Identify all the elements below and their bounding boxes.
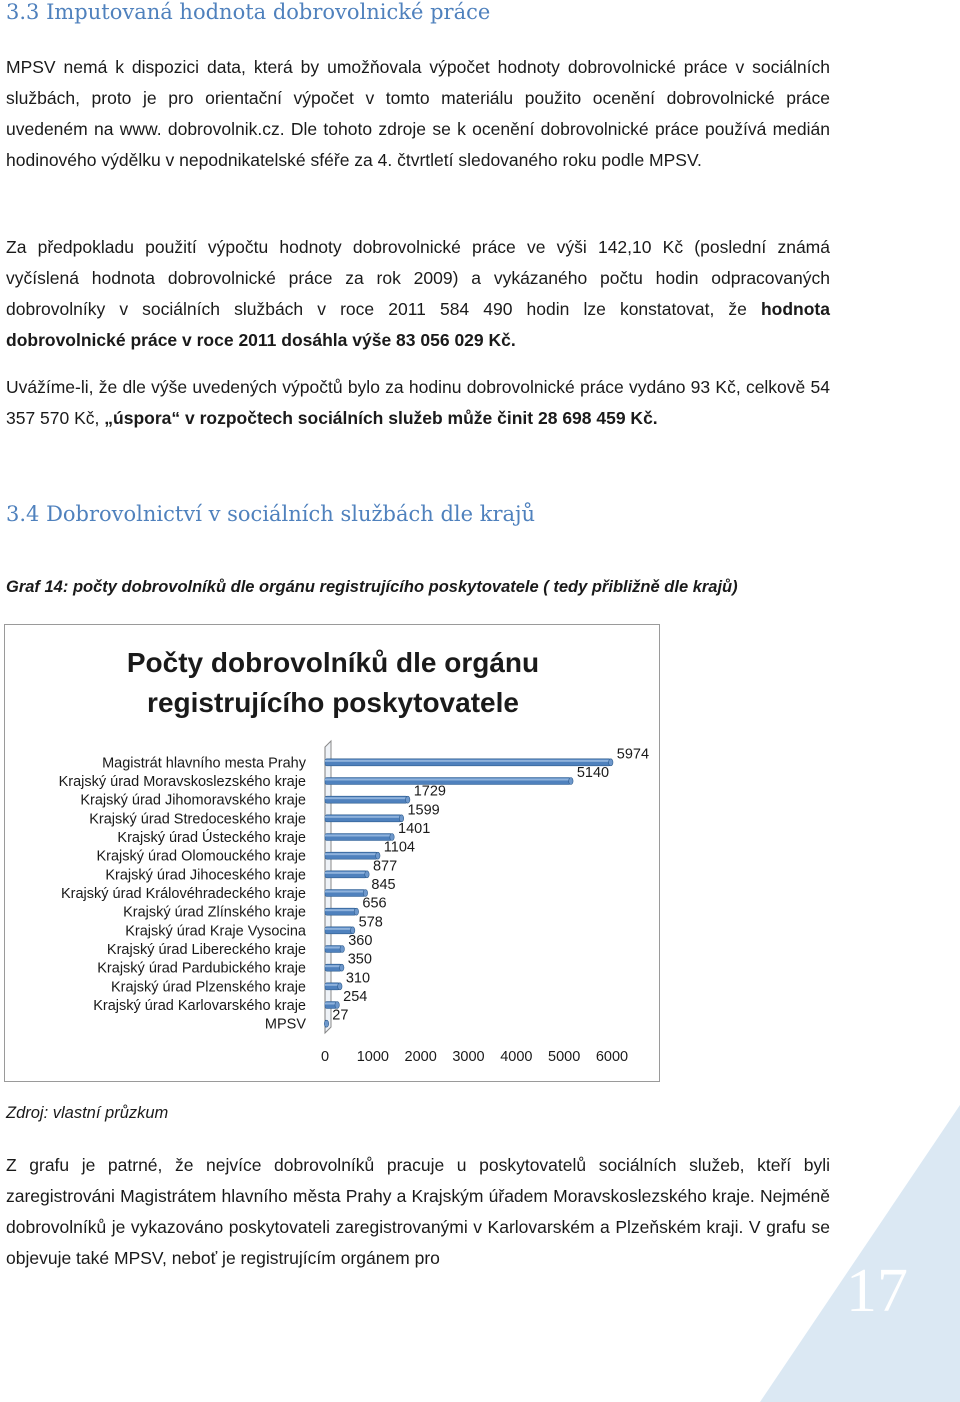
bar-cap xyxy=(324,1020,328,1027)
bar-highlight xyxy=(325,965,342,967)
value-label: 656 xyxy=(362,895,387,912)
bar-highlight xyxy=(325,891,365,893)
bar-highlight xyxy=(325,760,611,762)
page-corner-decoration xyxy=(760,1105,960,1402)
category-label: Krajský úrad Olomouckého kraje xyxy=(96,848,306,865)
value-label: 5140 xyxy=(576,765,610,781)
value-label: 1104 xyxy=(383,839,415,856)
value-label: 350 xyxy=(347,951,372,968)
page-corner-triangle xyxy=(760,1105,960,1402)
category-label: Krajský úrad Pardubického kraje xyxy=(97,960,306,977)
section-title-3-3: 3.3 Imputovaná hodnota dobrovolnické práce xyxy=(6,0,491,24)
bar-highlight xyxy=(325,928,353,930)
paragraph-calculation-text: Za předpokladu použití výpočtu hodnoty dobrovolnické práce ve výši 142,10 Kč (poslední známá vyčíslená hodnota dobrovolnické práce za rok 2009) a vykázaného počtu hodin odpracovaných dobrovolníky v sociálních službách v roce 2011 584 490 hodin lze konstatovat, že xyxy=(6,237,830,319)
chart-caption: Graf 14: počty dobrovolníků dle orgánu registrujícího poskytovatele ( tedy přibližně dle krajů) xyxy=(6,578,738,596)
category-label: Krajský úrad Královéhradeckého kraje xyxy=(60,886,306,902)
x-tick-label: 0 xyxy=(320,1049,330,1065)
value-label: 877 xyxy=(372,858,398,875)
value-label: 1401 xyxy=(398,821,431,837)
chart-container xyxy=(4,624,660,1082)
bar-cap xyxy=(340,946,344,953)
bar-highlight xyxy=(325,779,571,781)
bar-highlight xyxy=(325,797,408,799)
category-label: Krajský úrad Libereckého kraje xyxy=(106,942,306,958)
value-label: 1599 xyxy=(407,802,440,819)
category-label: Magistrát hlavního mesta Prahy xyxy=(102,755,306,772)
category-label: Krajský úrad Jihomoravského kraje xyxy=(80,792,306,809)
bar-cap xyxy=(338,983,342,990)
paragraph-savings-result: „úspora“ v rozpočtech sociálních služeb může činit 28 698 459 Kč. xyxy=(104,408,658,428)
x-tick-label: 1000 xyxy=(356,1049,389,1065)
bar-highlight xyxy=(325,947,342,949)
bar-highlight xyxy=(325,909,356,911)
paragraph-calculation-result: hodnota dobrovolnické práce v roce 2011 dosáhla výše 83 056 029 Kč. xyxy=(6,299,830,350)
x-tick-label: 5000 xyxy=(548,1049,581,1065)
bar-highlight xyxy=(325,816,401,818)
category-label: Krajský úrad Kraje Vysocina xyxy=(125,923,306,940)
page-number: 17 xyxy=(846,1257,908,1325)
category-label: Krajský úrad Jihoceského kraje xyxy=(105,867,306,884)
value-label: 5974 xyxy=(616,746,650,763)
bar-chart xyxy=(5,625,661,1083)
value-label: 1729 xyxy=(413,783,446,800)
category-label: Krajský úrad Zlínského kraje xyxy=(123,904,306,921)
paragraph-savings-text: Uvážíme-li, že dle výše uvedených výpočtů bylo za hodinu dobrovolnické práce vydáno 93 Kč, celkově 54 357 570 Kč, xyxy=(6,377,830,428)
bar-cap xyxy=(569,778,573,785)
bar-highlight xyxy=(325,872,367,874)
bar-cap xyxy=(340,964,344,971)
x-tick-label: 2000 xyxy=(404,1049,437,1065)
x-tick-label: 3000 xyxy=(452,1049,485,1065)
bar-highlight xyxy=(325,853,378,855)
value-label: 360 xyxy=(348,933,373,949)
chart-title-line2: registrujícího poskytovatele xyxy=(147,687,519,718)
value-label: 254 xyxy=(343,989,368,1005)
category-label: Krajský úrad Karlovarského kraje xyxy=(93,998,306,1014)
value-label: 845 xyxy=(371,877,396,893)
chart-title-line1: Počty dobrovolníků dle orgánu xyxy=(126,647,540,678)
paragraph-intro: MPSV nemá k dispozici data, která by umožňovala výpočet hodnoty dobrovolnické práce v sociálních službách, proto je pro orientační výpočet v tomto materiálu použito ocenění dobrovolnické práce uvedeném na www. dobrovolnik.cz. Dle tohoto zdroje se k ocenění dobrovolnické práce používá medián hodinového výdělku v nepodnikatelské sféře za 4. čtvrtletí sledovaného roku podle MPSV. xyxy=(6,57,830,170)
section-title-3-4: 3.4 Dobrovolnictví v sociálních službách dle krajů xyxy=(6,502,536,526)
x-tick-label: 6000 xyxy=(595,1049,629,1065)
value-label: 27 xyxy=(332,1007,349,1024)
bar-highlight xyxy=(325,835,392,837)
x-tick-label: 4000 xyxy=(500,1049,533,1065)
category-label: Krajský úrad Moravskoslezského kraje xyxy=(58,774,306,790)
value-label: 578 xyxy=(358,914,383,931)
category-label: Krajský úrad Ústeckého kraje xyxy=(117,830,306,846)
category-label: Krajský úrad Stredoceského kraje xyxy=(89,811,306,828)
category-label: Krajský úrad Plzenského kraje xyxy=(110,979,306,996)
paragraph-calculation xyxy=(6,232,830,356)
paragraph-chart-commentary: Z grafu je patrné, že nejvíce dobrovolníků pracuje u poskytovatelů sociálních služeb, kteří byli zaregistrováni Magistrátem hlavního města Prahy a Krajským úřadem Moravskoslezského kraje. Nejméně dobrovolníků je vykazováno poskytovateli zaregistrovanými v Karlovarském a Plzeňském kraji. V grafu se objevuje také MPSV, neboť je registrujícím orgánem pro xyxy=(6,1155,830,1268)
bar-cap xyxy=(365,871,369,878)
category-label: MPSV xyxy=(264,1016,306,1033)
bar-cap xyxy=(609,759,613,766)
source-note: Zdroj: vlastní průzkum xyxy=(6,1104,169,1122)
value-label: 310 xyxy=(345,970,371,987)
paragraph-savings xyxy=(6,372,830,434)
